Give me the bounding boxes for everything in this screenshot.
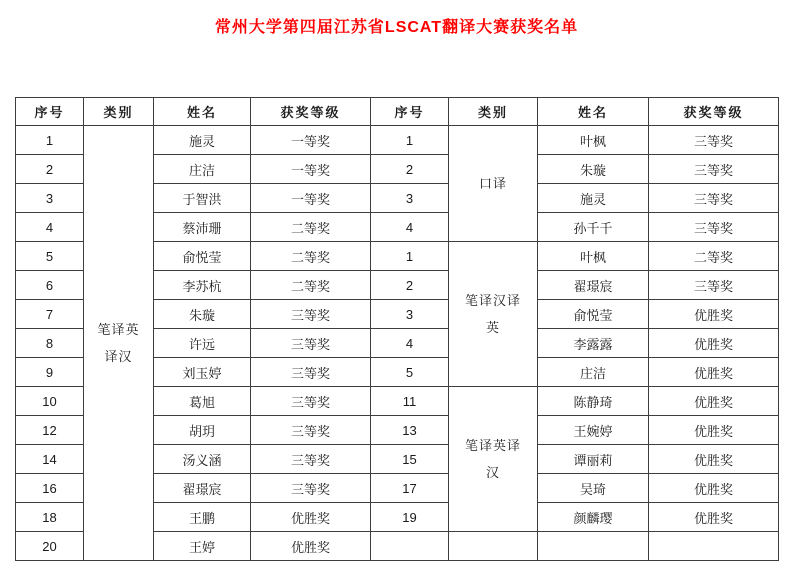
- awards-table-body: [16, 98, 779, 561]
- name-cell-left: 施灵: [154, 126, 251, 155]
- seq-cell-right: 2: [371, 271, 449, 300]
- award-cell-left: 三等奖: [251, 358, 371, 387]
- award-cell-left: 优胜奖: [251, 532, 371, 561]
- seq-cell-right: 1: [371, 126, 449, 155]
- header-cell-6: 姓名: [538, 98, 649, 126]
- award-cell-right: 三等奖: [649, 184, 779, 213]
- award-cell-left: 三等奖: [251, 329, 371, 358]
- award-cell-left: 三等奖: [251, 387, 371, 416]
- header-row: [16, 98, 779, 126]
- seq-cell-right: 3: [371, 184, 449, 213]
- awards-table: [15, 97, 779, 561]
- award-cell-left: 三等奖: [251, 416, 371, 445]
- category-cell-right: 笔译英译 汉: [449, 387, 538, 532]
- name-cell-right: 叶枫: [538, 126, 649, 155]
- name-cell-left: 王鹏: [154, 503, 251, 532]
- name-cell-left: 俞悦莹: [154, 242, 251, 271]
- award-cell-right: 优胜奖: [649, 416, 779, 445]
- seq-cell-left: 6: [16, 271, 84, 300]
- seq-cell-right: 19: [371, 503, 449, 532]
- name-cell-left: 蔡沛珊: [154, 213, 251, 242]
- award-cell-left: 一等奖: [251, 184, 371, 213]
- award-cell-left: 一等奖: [251, 155, 371, 184]
- award-cell-right: 三等奖: [649, 155, 779, 184]
- seq-cell-right: 4: [371, 329, 449, 358]
- name-cell-right: 颜麟璎: [538, 503, 649, 532]
- header-cell-2: 姓名: [154, 98, 251, 126]
- seq-cell-left: 20: [16, 532, 84, 561]
- seq-cell-right: 2: [371, 155, 449, 184]
- seq-cell-left: 12: [16, 416, 84, 445]
- header-cell-3: 获奖等级: [251, 98, 371, 126]
- award-cell-right: 优胜奖: [649, 387, 779, 416]
- award-cell-left: 优胜奖: [251, 503, 371, 532]
- award-cell-right: 优胜奖: [649, 445, 779, 474]
- award-cell-right: 二等奖: [649, 242, 779, 271]
- table-row: [16, 126, 779, 155]
- seq-cell-left: 16: [16, 474, 84, 503]
- name-cell-right: 叶枫: [538, 242, 649, 271]
- seq-cell-right: 11: [371, 387, 449, 416]
- seq-cell-right: [371, 532, 449, 561]
- award-cell-left: 三等奖: [251, 300, 371, 329]
- award-cell-right: 三等奖: [649, 126, 779, 155]
- name-cell-left: 刘玉婷: [154, 358, 251, 387]
- name-cell-left: 李苏杭: [154, 271, 251, 300]
- seq-cell-left: 3: [16, 184, 84, 213]
- name-cell-left: 葛旭: [154, 387, 251, 416]
- award-cell-left: 三等奖: [251, 474, 371, 503]
- seq-cell-right: 17: [371, 474, 449, 503]
- name-cell-right: 俞悦莹: [538, 300, 649, 329]
- seq-cell-right: 1: [371, 242, 449, 271]
- seq-cell-left: 14: [16, 445, 84, 474]
- seq-cell-right: 5: [371, 358, 449, 387]
- seq-cell-left: 7: [16, 300, 84, 329]
- name-cell-left: 庄洁: [154, 155, 251, 184]
- seq-cell-left: 4: [16, 213, 84, 242]
- seq-cell-right: 15: [371, 445, 449, 474]
- seq-cell-right: 13: [371, 416, 449, 445]
- award-cell-left: 二等奖: [251, 213, 371, 242]
- award-cell-right: 三等奖: [649, 271, 779, 300]
- seq-cell-left: 18: [16, 503, 84, 532]
- header-cell-4: 序号: [371, 98, 449, 126]
- seq-cell-left: 2: [16, 155, 84, 184]
- name-cell-right: 吴琦: [538, 474, 649, 503]
- award-cell-left: 一等奖: [251, 126, 371, 155]
- seq-cell-left: 9: [16, 358, 84, 387]
- category-cell-right: 口译: [449, 126, 538, 242]
- name-cell-right: 庄洁: [538, 358, 649, 387]
- name-cell-left: 汤义涵: [154, 445, 251, 474]
- header-cell-0: 序号: [16, 98, 84, 126]
- name-cell-left: 朱璇: [154, 300, 251, 329]
- name-cell-left: 许远: [154, 329, 251, 358]
- name-cell-right: [538, 532, 649, 561]
- award-cell-left: 二等奖: [251, 271, 371, 300]
- name-cell-left: 翟璟宸: [154, 474, 251, 503]
- award-cell-right: 优胜奖: [649, 503, 779, 532]
- award-cell-right: 优胜奖: [649, 474, 779, 503]
- category-cell-right: [449, 532, 538, 561]
- name-cell-left: 王婷: [154, 532, 251, 561]
- seq-cell-left: 8: [16, 329, 84, 358]
- seq-cell-left: 10: [16, 387, 84, 416]
- seq-cell-left: 1: [16, 126, 84, 155]
- award-cell-right: 优胜奖: [649, 329, 779, 358]
- award-cell-right: 优胜奖: [649, 300, 779, 329]
- name-cell-left: 于智洪: [154, 184, 251, 213]
- name-cell-right: 朱璇: [538, 155, 649, 184]
- seq-cell-right: 3: [371, 300, 449, 329]
- name-cell-right: 陈静琦: [538, 387, 649, 416]
- page-title: 常州大学第四届江苏省LSCAT翻译大赛获奖名单: [214, 19, 579, 36]
- category-cell-right: 笔译汉译 英: [449, 242, 538, 387]
- award-cell-right: [649, 532, 779, 561]
- name-cell-right: 施灵: [538, 184, 649, 213]
- name-cell-left: 胡玥: [154, 416, 251, 445]
- award-cell-right: 优胜奖: [649, 358, 779, 387]
- category-cell-left: 笔译英 译汉: [84, 126, 154, 561]
- header-cell-1: 类别: [84, 98, 154, 126]
- name-cell-right: 王婉婷: [538, 416, 649, 445]
- seq-cell-left: 5: [16, 242, 84, 271]
- name-cell-right: 孙千千: [538, 213, 649, 242]
- header-cell-7: 获奖等级: [649, 98, 779, 126]
- header-cell-5: 类别: [449, 98, 538, 126]
- award-cell-right: 三等奖: [649, 213, 779, 242]
- seq-cell-right: 4: [371, 213, 449, 242]
- name-cell-right: 翟璟宸: [538, 271, 649, 300]
- award-cell-left: 三等奖: [251, 445, 371, 474]
- name-cell-right: 谭丽莉: [538, 445, 649, 474]
- name-cell-right: 李露露: [538, 329, 649, 358]
- award-cell-left: 二等奖: [251, 242, 371, 271]
